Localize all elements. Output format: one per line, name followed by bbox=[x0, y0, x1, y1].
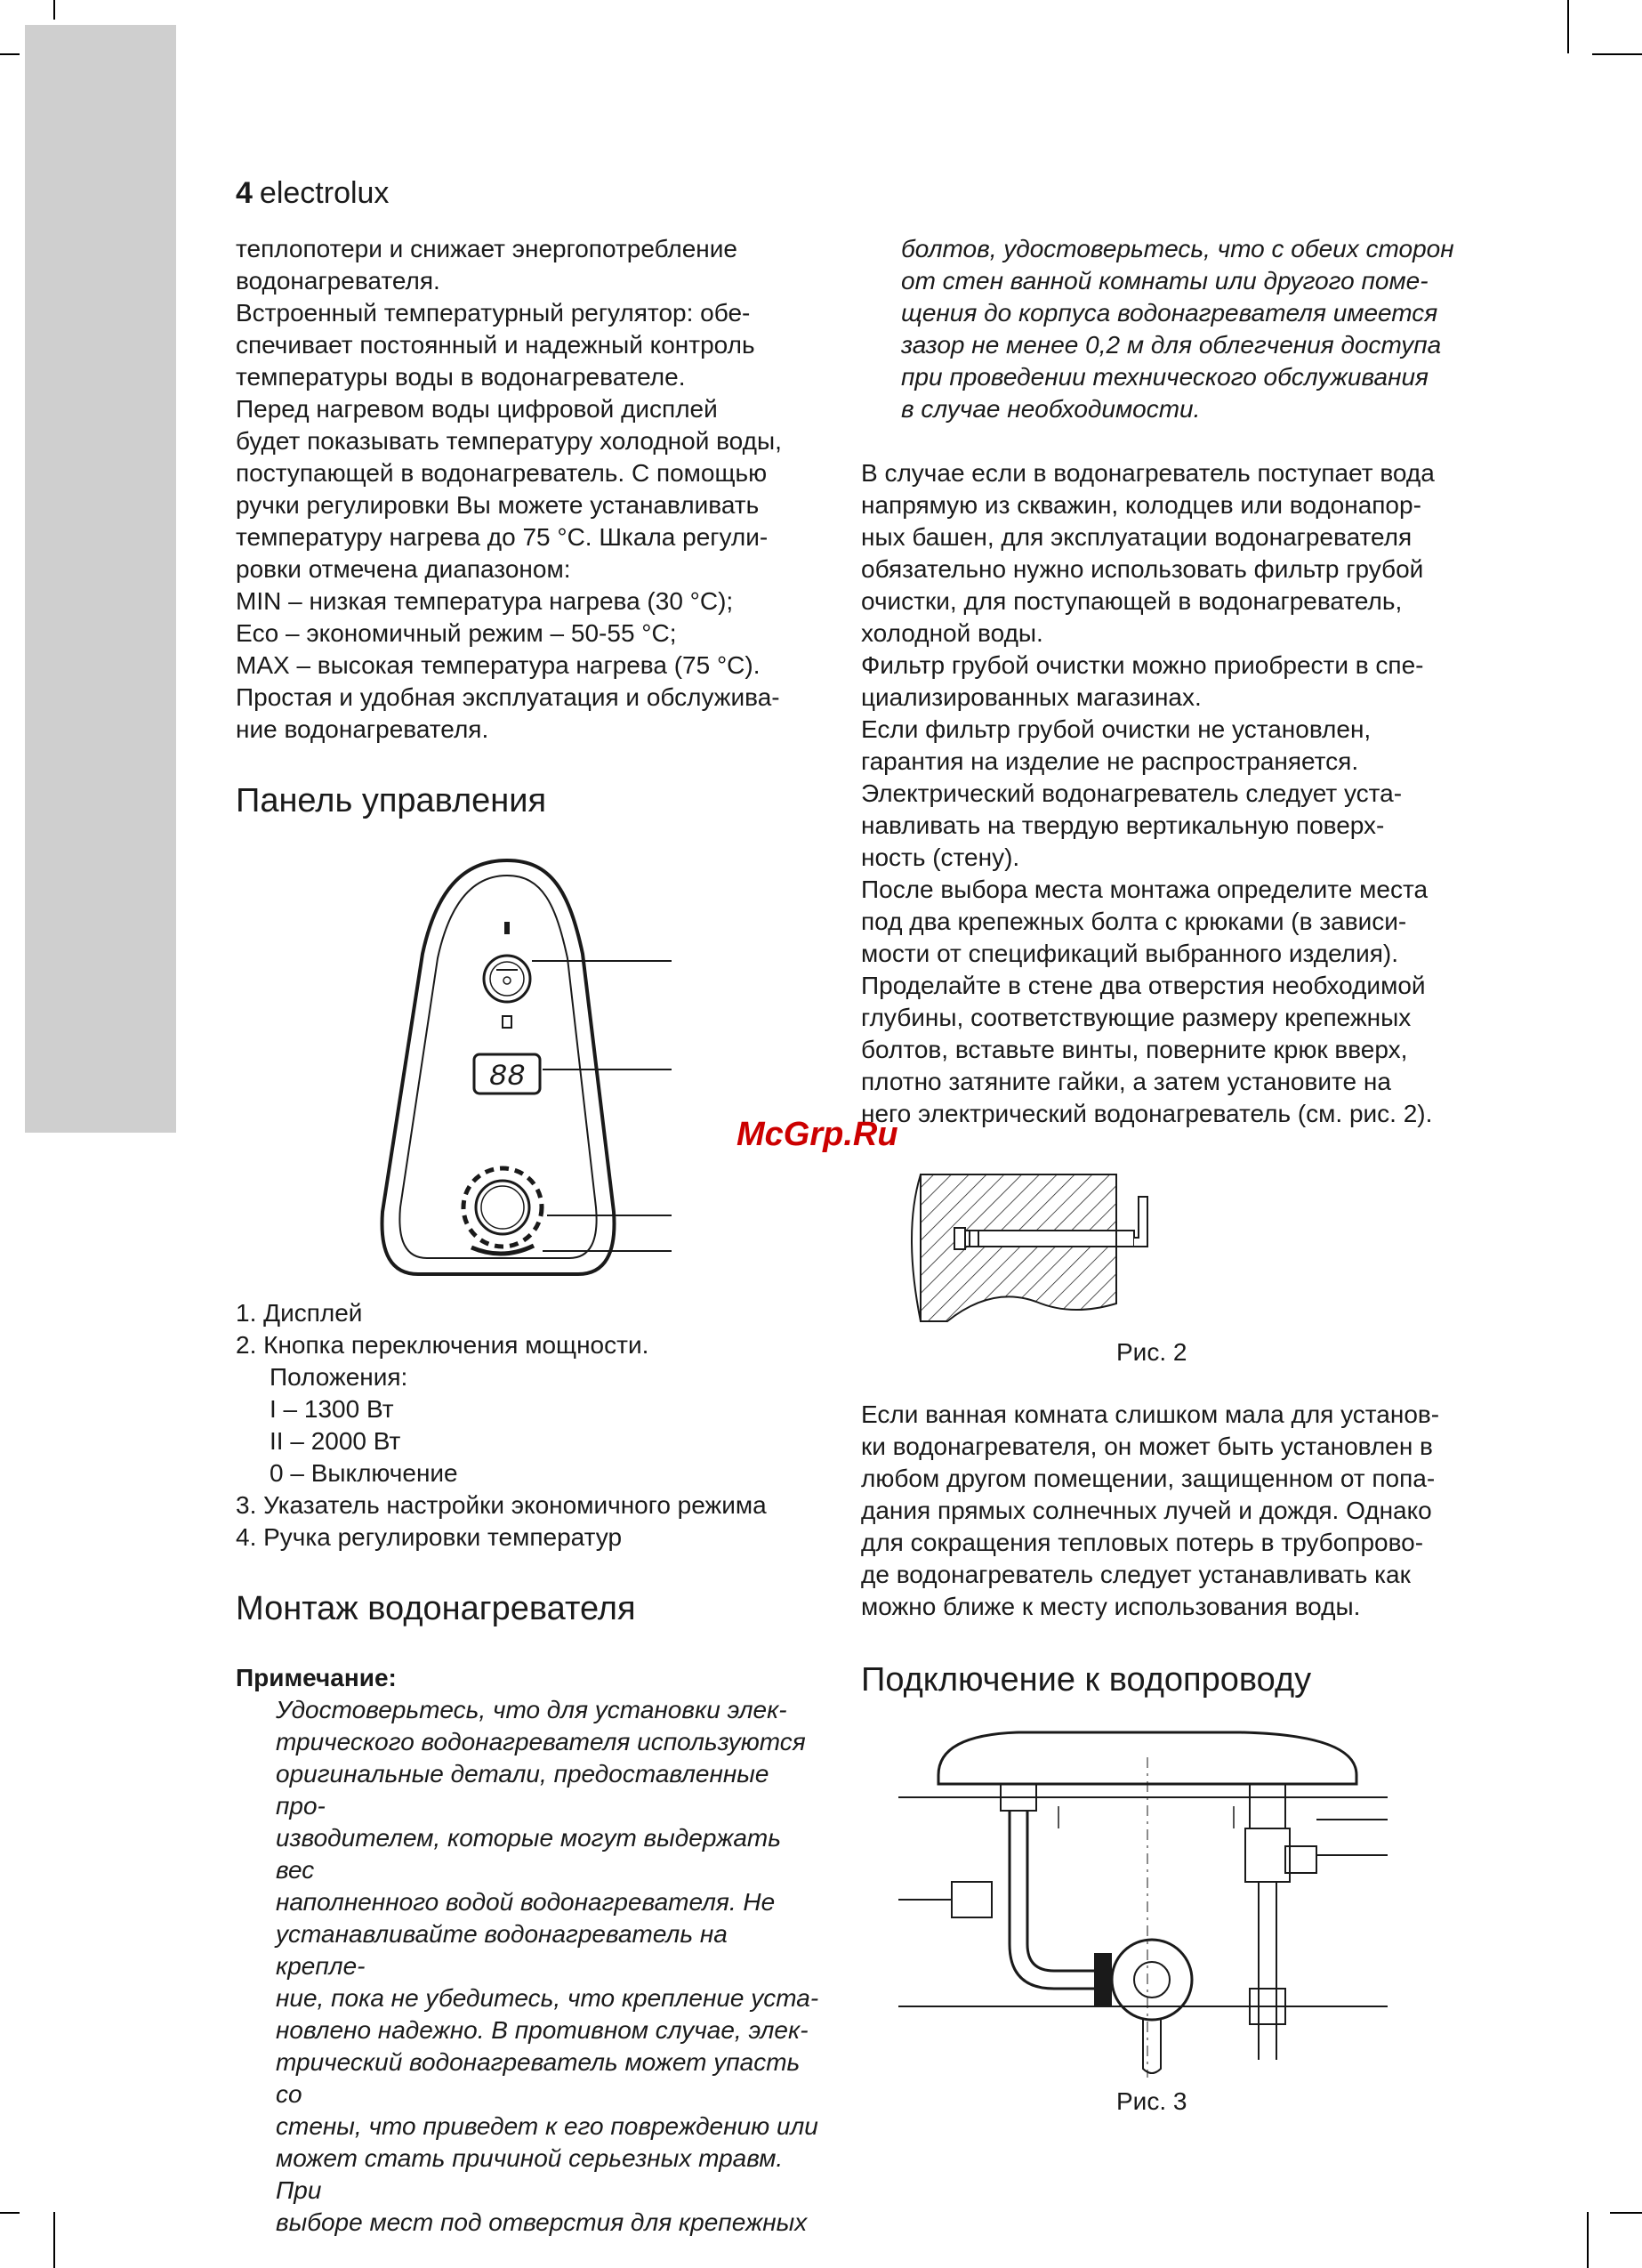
text-line: щения до корпуса водонагревателя имеется bbox=[901, 299, 1438, 327]
crop-mark bbox=[1592, 53, 1642, 55]
text-line: водонагревателя. bbox=[236, 267, 440, 295]
text-line: ность (стену). bbox=[861, 843, 1020, 871]
brand-name: electrolux bbox=[259, 176, 390, 210]
text-line: гарантия на изделие не распространяется. bbox=[861, 747, 1359, 775]
panel-display-readout: 88 bbox=[488, 1061, 526, 1094]
text-line: поступающей в водонагреватель. С помощью bbox=[236, 459, 768, 487]
legend-subitem: I – 1300 Вт bbox=[270, 1395, 394, 1423]
crop-mark bbox=[1587, 2212, 1589, 2268]
text-line: дания прямых солнечных лучей и дождя. Однако bbox=[861, 1497, 1432, 1524]
text-line: в случае необходимости. bbox=[901, 395, 1201, 423]
text-line: зазор не менее 0,2 м для облегчения доступа bbox=[901, 331, 1442, 359]
text-line: теплопотери и снижает энергопотребление bbox=[236, 235, 737, 262]
text-line: Встроенный температурный регулятор: обе- bbox=[236, 299, 751, 327]
plumbing-figure bbox=[894, 1722, 1392, 2095]
text-line: Eco – экономичный режим – 50-55 °C; bbox=[236, 619, 677, 647]
text-line: при проведении технического обслуживания bbox=[901, 363, 1429, 391]
text-line: ных башен, для эксплуатации водонагревателя bbox=[861, 523, 1413, 551]
text-line: Электрический водонагреватель следует уста- bbox=[861, 779, 1403, 807]
text-line: болтов, вставьте винты, поверните крюк вверх, bbox=[861, 1036, 1408, 1063]
text-line: Удостоверьтесь, что для установки элек- bbox=[276, 1696, 787, 1723]
crop-mark bbox=[53, 0, 55, 20]
text-line: под два крепежных болта с крюками (в зависи- bbox=[861, 908, 1407, 935]
watermark: McGrp.Ru bbox=[736, 1116, 898, 1153]
text-line: обязательно нужно использовать фильтр грубой bbox=[861, 555, 1424, 583]
wall-bolt-figure bbox=[894, 1143, 1196, 1348]
text-line: Проделайте в стене два отверстия необходимой bbox=[861, 972, 1426, 999]
text-line: ровки отмечена диапазоном: bbox=[236, 555, 571, 583]
text-line: холодной воды. bbox=[861, 619, 1043, 647]
text-line: наполненного водой водонагревателя. Не bbox=[276, 1888, 776, 1916]
text-line: будет показывать температуру холодной воды, bbox=[236, 427, 782, 455]
heading-mounting: Монтаж водонагревателя bbox=[236, 1590, 636, 1627]
text-line: ручки регулировки Вы можете устанавливать bbox=[236, 491, 760, 519]
figure-3-caption: Рис. 3 bbox=[1116, 2087, 1187, 2115]
intro-text bbox=[236, 233, 823, 746]
text-line: для сокращения тепловых потерь в трубопрово- bbox=[861, 1529, 1424, 1556]
text-line: глубины, соответствующие размеру крепежных bbox=[861, 1004, 1412, 1031]
heading-water-connection: Подключение к водопроводу bbox=[861, 1661, 1312, 1699]
text-line: трический водонагреватель может упасть со bbox=[276, 2048, 801, 2108]
text-line: может стать причиной серьезных травм. При bbox=[276, 2144, 784, 2204]
text-line: любом другом помещении, защищенном от попа- bbox=[861, 1465, 1436, 1492]
page-header bbox=[236, 176, 389, 211]
text-line: В случае если в водонагреватель поступает вода bbox=[861, 459, 1435, 487]
panel-legend bbox=[236, 1297, 823, 1554]
crop-mark bbox=[53, 2212, 55, 2268]
text-line: выборе мест под отверстия для крепежных bbox=[276, 2208, 808, 2236]
note-body bbox=[236, 1694, 823, 2239]
heading-control-panel: Панель управления bbox=[236, 782, 547, 819]
text-line: напрямую из скважин, колодцев или водонапор- bbox=[861, 491, 1421, 519]
text-line: ние, пока не убедитесь, что крепление уста- bbox=[276, 1984, 819, 2012]
text-line: устанавливайте водонагреватель на крепле- bbox=[276, 1920, 728, 1980]
text-line: После выбора места монтажа определите места bbox=[861, 876, 1429, 903]
text-line: очистки, для поступающей в водонагреватель, bbox=[861, 587, 1403, 615]
text-line: мости от спецификаций выбранного изделия). bbox=[861, 940, 1398, 967]
text-line: температуры воды в водонагревателе. bbox=[236, 363, 686, 391]
note-title: Примечание: bbox=[236, 1664, 397, 1691]
text-line: MIN – низкая температура нагрева (30 °C); bbox=[236, 587, 734, 615]
crop-mark bbox=[0, 53, 20, 55]
text-line: плотно затяните гайки, а затем установите на bbox=[861, 1068, 1391, 1095]
crop-mark bbox=[1610, 2212, 1642, 2214]
crop-mark bbox=[0, 2212, 20, 2214]
text-line: трического водонагревателя используются bbox=[276, 1728, 806, 1755]
text-line: ние водонагревателя. bbox=[236, 715, 489, 743]
mounting-note bbox=[236, 1662, 823, 2239]
sidebar-tab bbox=[25, 25, 176, 1133]
text-line: MAX – высокая температура нагрева (75 °C). bbox=[236, 651, 761, 679]
mounting-instructions bbox=[861, 457, 1448, 1130]
legend-subitem: Положения: bbox=[270, 1363, 408, 1391]
text-line: него электрический водонагреватель (см. рис. 2). bbox=[861, 1100, 1433, 1127]
page-number: 4 bbox=[236, 176, 253, 210]
text-line: новлено надежно. В противном случае, элек- bbox=[276, 2016, 809, 2044]
legend-item-power-button: 2. Кнопка переключения мощности. bbox=[236, 1331, 649, 1359]
text-line: ки водонагревателя, он может быть установлен в bbox=[861, 1433, 1433, 1460]
crop-mark bbox=[1567, 0, 1569, 53]
note-continuation bbox=[901, 233, 1470, 425]
legend-subitem: II – 2000 Вт bbox=[270, 1427, 401, 1455]
text-line: де водонагреватель следует устанавливать как bbox=[861, 1561, 1411, 1588]
text-line: Перед нагревом воды цифровой дисплей bbox=[236, 395, 718, 423]
text-line: стены, что приведет к его повреждению или bbox=[276, 2112, 818, 2140]
text-line: можно ближе к месту использования воды. bbox=[861, 1593, 1361, 1620]
figure-2-caption: Рис. 2 bbox=[1116, 1338, 1187, 1366]
text-line: оригинальные детали, предоставленные про- bbox=[276, 1760, 769, 1820]
control-panel-figure bbox=[374, 856, 676, 1283]
text-line: навливать на твердую вертикальную поверх- bbox=[861, 811, 1385, 839]
legend-subitem: 0 – Выключение bbox=[270, 1459, 458, 1487]
text-line: изводителем, которые могут выдержать вес bbox=[276, 1824, 781, 1884]
text-line: Если фильтр грубой очистки не установлен, bbox=[861, 715, 1372, 743]
text-line: болтов, удостоверьтесь, что с обеих сторон bbox=[901, 235, 1454, 262]
text-line: Фильтр грубой очистки можно приобрести в спе- bbox=[861, 651, 1424, 679]
text-line: циализированных магазинах. bbox=[861, 683, 1202, 711]
text-line: температуру нагрева до 75 °C. Шкала регули- bbox=[236, 523, 769, 551]
location-advice bbox=[861, 1399, 1448, 1623]
text-line: Если ванная комната слишком мала для установ- bbox=[861, 1400, 1440, 1428]
legend-item-eco-indicator: 3. Указатель настройки экономичного режима bbox=[236, 1491, 767, 1519]
legend-item-temp-knob: 4. Ручка регулировки температур bbox=[236, 1523, 623, 1551]
text-line: спечивает постоянный и надежный контроль bbox=[236, 331, 755, 359]
legend-item-display: 1. Дисплей bbox=[236, 1299, 363, 1327]
text-line: от стен ванной комнаты или другого поме- bbox=[901, 267, 1429, 295]
text-line: Простая и удобная эксплуатация и обслужива- bbox=[236, 683, 780, 711]
